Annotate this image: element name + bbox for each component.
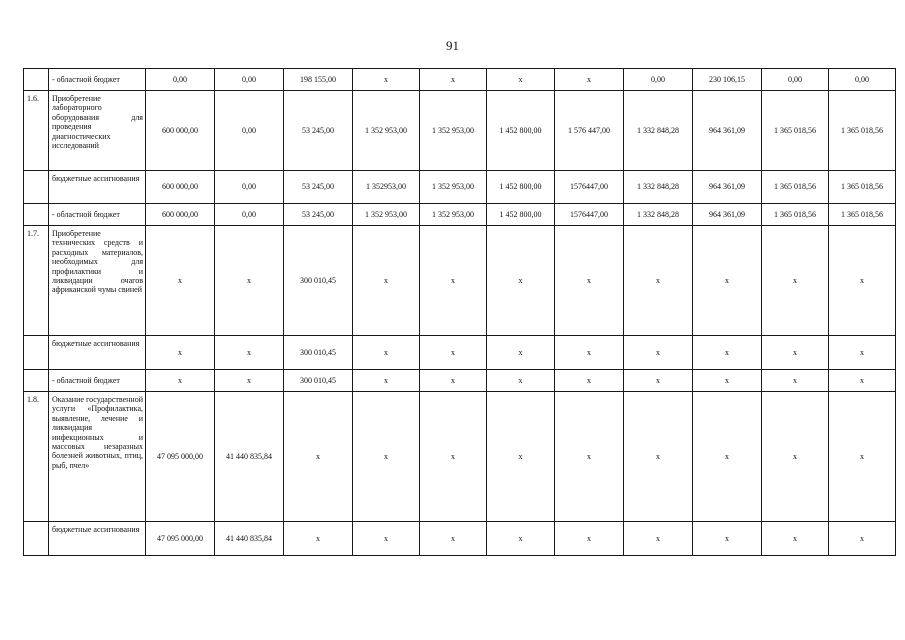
row-number-cell [24,522,49,556]
value-cell: 1 452 800,00 [487,171,555,204]
value-cell: x [353,370,420,392]
value-cell: 1 352953,00 [353,171,420,204]
value-cell: 0,00 [215,69,284,91]
value-cell: 53 245,00 [284,171,353,204]
value-cell: x [215,226,284,336]
value-cell: 600 000,00 [146,204,215,226]
row-label-cell: Приобретение лабораторного оборудования для проведения диагностических исследований [49,91,146,171]
value-cell: x [420,69,487,91]
value-cell: x [693,522,762,556]
value-cell: x [693,226,762,336]
value-cell: x [487,392,555,522]
value-cell: 0,00 [215,171,284,204]
value-cell: 0,00 [215,204,284,226]
value-cell: x [762,370,829,392]
value-cell: x [420,522,487,556]
page-number: 91 [446,38,459,53]
value-cell: x [555,522,624,556]
value-cell: 1 365 018,56 [829,91,896,171]
table-row [24,91,896,171]
value-cell: x [829,522,896,556]
value-cell: 1576447,00 [555,204,624,226]
row-number-cell [24,69,49,91]
value-cell: 1576447,00 [555,171,624,204]
row-label-cell: бюджетные ассигнования [49,336,146,370]
row-number-cell [24,336,49,370]
row-number-cell [24,204,49,226]
value-cell: x [555,392,624,522]
value-cell: 600 000,00 [146,91,215,171]
value-cell: x [829,336,896,370]
row-label-cell: - областной бюджет [49,204,146,226]
value-cell: 0,00 [624,69,693,91]
table-row [24,336,896,370]
value-cell: 1 365 018,56 [762,171,829,204]
value-cell: x [555,370,624,392]
value-cell: 53 245,00 [284,91,353,171]
row-number-cell: 1.7. [24,226,49,336]
value-cell: 1 452 800,00 [487,91,555,171]
table-row [24,370,896,392]
value-cell: x [284,392,353,522]
value-cell: 964 361,09 [693,204,762,226]
value-cell: x [555,226,624,336]
value-cell: 300 010,45 [284,226,353,336]
value-cell: 1 365 018,56 [762,91,829,171]
value-cell: 230 106,15 [693,69,762,91]
value-cell: x [693,370,762,392]
table-row [24,69,896,91]
value-cell: 47 095 000,00 [146,522,215,556]
value-cell: x [555,336,624,370]
value-cell: x [829,392,896,522]
value-cell: x [420,392,487,522]
value-cell: 1 365 018,56 [829,204,896,226]
value-cell: 1 332 848,28 [624,91,693,171]
value-cell: x [693,392,762,522]
value-cell: x [624,370,693,392]
value-cell: x [693,336,762,370]
value-cell: x [555,69,624,91]
value-cell: 1 365 018,56 [829,171,896,204]
value-cell: 198 155,00 [284,69,353,91]
value-cell: 0,00 [762,69,829,91]
value-cell: x [487,69,555,91]
value-cell: 1 352 953,00 [420,171,487,204]
table-row [24,171,896,204]
value-cell: x [420,226,487,336]
value-cell: x [624,392,693,522]
value-cell: x [624,226,693,336]
value-cell: x [762,392,829,522]
value-cell: 1 332 848,28 [624,171,693,204]
row-number-cell [24,171,49,204]
value-cell: 41 440 835,84 [215,392,284,522]
value-cell: x [487,336,555,370]
value-cell: x [215,370,284,392]
value-cell: 1 332 848,28 [624,204,693,226]
value-cell: x [420,370,487,392]
row-label-cell: - областной бюджет [49,69,146,91]
value-cell: x [146,370,215,392]
value-cell: 0,00 [146,69,215,91]
value-cell: 600 000,00 [146,171,215,204]
table-row [24,392,896,522]
value-cell: x [353,69,420,91]
value-cell: x [284,522,353,556]
table-row [24,522,896,556]
row-number-cell [24,370,49,392]
row-label-cell: Оказание государственной услуги «Профилактика, выявление, лечение и ликвидация инфекционных и массовых незаразных болезней животных, птиц, рыб, пчел» [49,392,146,522]
row-number-cell: 1.6. [24,91,49,171]
value-cell: x [487,370,555,392]
value-cell: x [487,522,555,556]
value-cell: x [215,336,284,370]
value-cell: 1 352 953,00 [420,204,487,226]
table-row [24,204,896,226]
value-cell: x [353,336,420,370]
table-row [24,226,896,336]
value-cell: 1 365 018,56 [762,204,829,226]
value-cell: 300 010,45 [284,370,353,392]
row-label-cell: - областной бюджет [49,370,146,392]
row-label-cell: бюджетные ассигнования [49,171,146,204]
value-cell: x [624,522,693,556]
value-cell: x [353,392,420,522]
value-cell: 47 095 000,00 [146,392,215,522]
value-cell: x [829,226,896,336]
value-cell: 1 576 447,00 [555,91,624,171]
value-cell: x [146,336,215,370]
value-cell: 300 010,45 [284,336,353,370]
value-cell: 1 352 953,00 [420,91,487,171]
value-cell: 53 245,00 [284,204,353,226]
budget-table [23,68,896,556]
row-number-cell: 1.8. [24,392,49,522]
value-cell: 0,00 [215,91,284,171]
value-cell: x [829,370,896,392]
value-cell: x [762,336,829,370]
value-cell: x [353,522,420,556]
value-cell: 1 352 953,00 [353,204,420,226]
value-cell: x [353,226,420,336]
row-label-cell: бюджетные ассигнования [49,522,146,556]
value-cell: x [762,522,829,556]
row-label-cell: Приобретение технических средств и расходных материалов, необходимых для профилактики и ликвидации очагов африканской чумы свиней [49,226,146,336]
value-cell: 964 361,09 [693,171,762,204]
value-cell: 0,00 [829,69,896,91]
value-cell: x [762,226,829,336]
value-cell: x [420,336,487,370]
value-cell: 1 352 953,00 [353,91,420,171]
value-cell: 964 361,09 [693,91,762,171]
value-cell: 41 440 835,84 [215,522,284,556]
value-cell: x [624,336,693,370]
value-cell: 1 452 800,00 [487,204,555,226]
value-cell: x [146,226,215,336]
value-cell: x [487,226,555,336]
